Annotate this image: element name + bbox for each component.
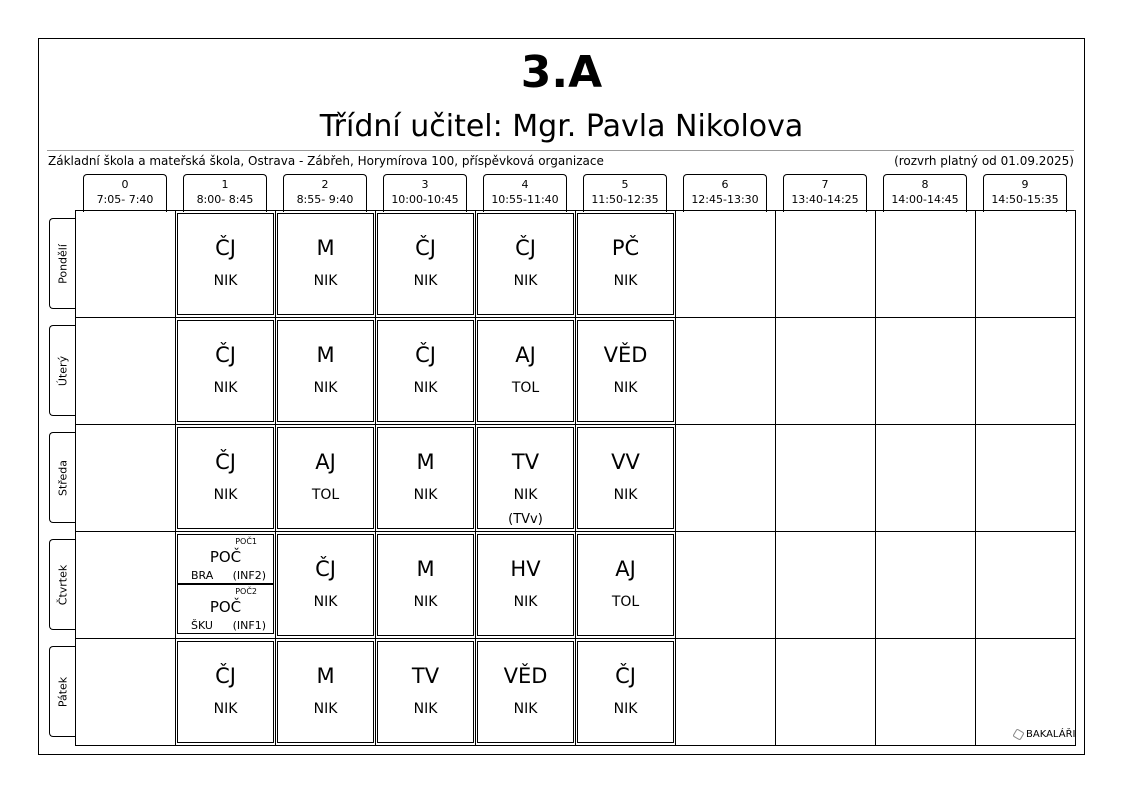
period-header-5	[583, 174, 667, 212]
lesson-teacher: NIK	[413, 594, 438, 610]
day-tab-1	[49, 325, 75, 416]
lesson-teacher: NIK	[413, 380, 438, 396]
period-number: 1	[221, 178, 229, 191]
day-name: Čtvrtek	[56, 564, 69, 605]
day-tab-3	[49, 539, 75, 630]
lesson-subject: POČ	[209, 548, 242, 566]
lesson-cell[interactable]	[277, 213, 374, 315]
lesson-cell[interactable]	[377, 213, 474, 315]
split-lesson-cell[interactable]	[177, 584, 274, 634]
lesson-subject: AJ	[315, 450, 336, 474]
period-number: 7	[821, 178, 829, 191]
lesson-cell[interactable]	[477, 320, 574, 422]
grid-col-line	[75, 210, 76, 746]
lesson-subject: AJ	[515, 343, 536, 367]
lesson-group: (INF2)	[232, 569, 266, 582]
lesson-teacher: NIK	[513, 487, 538, 503]
day-name: Úterý	[56, 355, 69, 386]
grid-row-line	[75, 424, 1076, 425]
lesson-subject: TV	[411, 664, 440, 688]
class-title: 3.A	[520, 47, 603, 98]
lesson-teacher: NIK	[613, 701, 638, 717]
grid-col-line	[975, 210, 976, 746]
lesson-cell[interactable]	[177, 427, 274, 529]
lesson-teacher: NIK	[413, 273, 438, 289]
lesson-subject: PČ	[611, 236, 640, 260]
period-header-2	[283, 174, 367, 212]
period-header-9	[983, 174, 1067, 212]
bakalari-logo-icon	[1012, 728, 1024, 740]
lesson-cell[interactable]	[577, 213, 674, 315]
lesson-teacher: NIK	[513, 594, 538, 610]
lesson-teacher: BRA	[191, 569, 214, 582]
period-number: 4	[521, 178, 529, 191]
timetable-sheet	[38, 38, 1085, 755]
lesson-teacher: NIK	[313, 594, 338, 610]
lesson-teacher: NIK	[213, 701, 238, 717]
period-number: 2	[321, 178, 329, 191]
grid-row-line	[75, 531, 1076, 532]
school-name: Základní škola a mateřská škola, Ostrava - Zábřeh, Horymírova 100, příspěvková organizace	[48, 154, 604, 168]
lesson-teacher: NIK	[313, 273, 338, 289]
period-time: 12:45-13:30	[691, 193, 759, 206]
day-name: Pátek	[56, 676, 69, 707]
lesson-teacher: NIK	[213, 487, 238, 503]
lesson-cell[interactable]	[477, 534, 574, 636]
period-time: 8:00- 8:45	[196, 193, 254, 206]
period-time: 10:55-11:40	[491, 193, 559, 206]
lesson-teacher: NIK	[513, 701, 538, 717]
grid-col-line	[275, 210, 276, 746]
lesson-teacher: TOL	[311, 487, 340, 503]
lesson-cell[interactable]	[177, 320, 274, 422]
split-lesson-cell[interactable]	[177, 534, 274, 584]
lesson-cell[interactable]	[377, 427, 474, 529]
lesson-subject: HV	[510, 557, 541, 581]
lesson-room: (TVv)	[508, 512, 543, 527]
grid-col-line	[1075, 210, 1076, 746]
lesson-subject: M	[416, 557, 435, 581]
period-time: 8:55- 9:40	[296, 193, 354, 206]
grid-row-line	[75, 317, 1076, 318]
lesson-teacher: TOL	[511, 380, 540, 396]
grid-col-line	[575, 210, 576, 746]
group-tag: POČ2	[235, 587, 257, 596]
lesson-cell[interactable]	[277, 427, 374, 529]
lesson-cell[interactable]	[577, 427, 674, 529]
grid-col-line	[675, 210, 676, 746]
grid-col-line	[175, 210, 176, 746]
lesson-cell[interactable]	[377, 320, 474, 422]
lesson-cell[interactable]	[477, 213, 574, 315]
brand-name: BAKALÁŘI	[1026, 729, 1076, 740]
lesson-subject: ČJ	[415, 343, 436, 367]
lesson-subject: ČJ	[215, 664, 236, 688]
class-teacher: Třídní učitel: Mgr. Pavla Nikolova	[319, 109, 804, 144]
lesson-cell[interactable]	[277, 534, 374, 636]
lesson-cell[interactable]	[577, 641, 674, 743]
day-name: Středa	[56, 459, 69, 496]
lesson-subject: ČJ	[215, 236, 236, 260]
period-header-1	[183, 174, 267, 212]
lesson-teacher: TOL	[611, 594, 640, 610]
day-tab-4	[49, 646, 75, 737]
lesson-cell[interactable]	[477, 641, 574, 743]
period-time: 10:00-10:45	[391, 193, 459, 206]
period-time: 7:05- 7:40	[96, 193, 154, 206]
day-name: Pondělí	[56, 243, 69, 284]
grid-col-line	[875, 210, 876, 746]
grid-row-line	[75, 210, 1076, 211]
period-number: 0	[121, 178, 129, 191]
lesson-teacher: NIK	[413, 701, 438, 717]
timetable-validity: (rozvrh platný od 01.09.2025)	[894, 154, 1074, 168]
lesson-subject: ČJ	[315, 557, 336, 581]
period-header-4	[483, 174, 567, 212]
lesson-group: (INF1)	[232, 619, 266, 632]
period-time: 11:50-12:35	[591, 193, 659, 206]
period-number: 5	[621, 178, 629, 191]
day-tab-2	[49, 432, 75, 523]
lesson-teacher: NIK	[513, 273, 538, 289]
lesson-teacher: NIK	[213, 380, 238, 396]
lesson-subject: ČJ	[515, 236, 536, 260]
lesson-cell[interactable]	[277, 641, 374, 743]
grid-col-line	[775, 210, 776, 746]
period-header-3	[383, 174, 467, 212]
grid-row-line	[75, 638, 1076, 639]
lesson-subject: M	[316, 343, 335, 367]
grid-row-line	[75, 745, 1076, 746]
lesson-subject: TV	[511, 450, 540, 474]
day-tab-0	[49, 218, 75, 309]
lesson-cell[interactable]	[177, 641, 274, 743]
group-tag: POČ1	[235, 537, 257, 546]
period-time: 14:50-15:35	[991, 193, 1059, 206]
lesson-teacher: NIK	[313, 380, 338, 396]
lesson-cell[interactable]	[477, 427, 574, 529]
period-number: 6	[721, 178, 729, 191]
lesson-teacher: NIK	[613, 273, 638, 289]
lesson-cell[interactable]	[577, 534, 674, 636]
lesson-cell[interactable]	[177, 213, 274, 315]
lesson-subject: M	[416, 450, 435, 474]
brand-footer	[1014, 729, 1075, 740]
period-time: 13:40-14:25	[791, 193, 859, 206]
lesson-teacher: NIK	[413, 487, 438, 503]
lesson-teacher: NIK	[613, 380, 638, 396]
lesson-subject: ČJ	[615, 664, 636, 688]
grid-col-line	[375, 210, 376, 746]
lesson-subject: M	[316, 664, 335, 688]
lesson-subject: ČJ	[215, 343, 236, 367]
lesson-cell[interactable]	[277, 320, 374, 422]
lesson-cell[interactable]	[577, 320, 674, 422]
period-header-0	[83, 174, 167, 212]
lesson-subject: VĚD	[603, 343, 648, 367]
lesson-teacher: NIK	[613, 487, 638, 503]
period-number: 9	[1021, 178, 1029, 191]
lesson-subject: POČ	[209, 598, 242, 616]
lesson-teacher: ŠKU	[191, 619, 213, 632]
lesson-cell[interactable]	[377, 641, 474, 743]
lesson-subject: AJ	[615, 557, 636, 581]
lesson-teacher: NIK	[313, 701, 338, 717]
period-header-8	[883, 174, 967, 212]
lesson-subject: M	[316, 236, 335, 260]
period-number: 3	[421, 178, 429, 191]
lesson-subject: ČJ	[215, 450, 236, 474]
period-number: 8	[921, 178, 929, 191]
lesson-subject: ČJ	[415, 236, 436, 260]
lesson-subject: VV	[611, 450, 640, 474]
grid-col-line	[475, 210, 476, 746]
period-header-6	[683, 174, 767, 212]
header-divider	[47, 150, 1074, 151]
lesson-cell[interactable]	[377, 534, 474, 636]
period-header-7	[783, 174, 867, 212]
lesson-teacher: NIK	[213, 273, 238, 289]
lesson-subject: VĚD	[503, 664, 548, 688]
period-time: 14:00-14:45	[891, 193, 959, 206]
